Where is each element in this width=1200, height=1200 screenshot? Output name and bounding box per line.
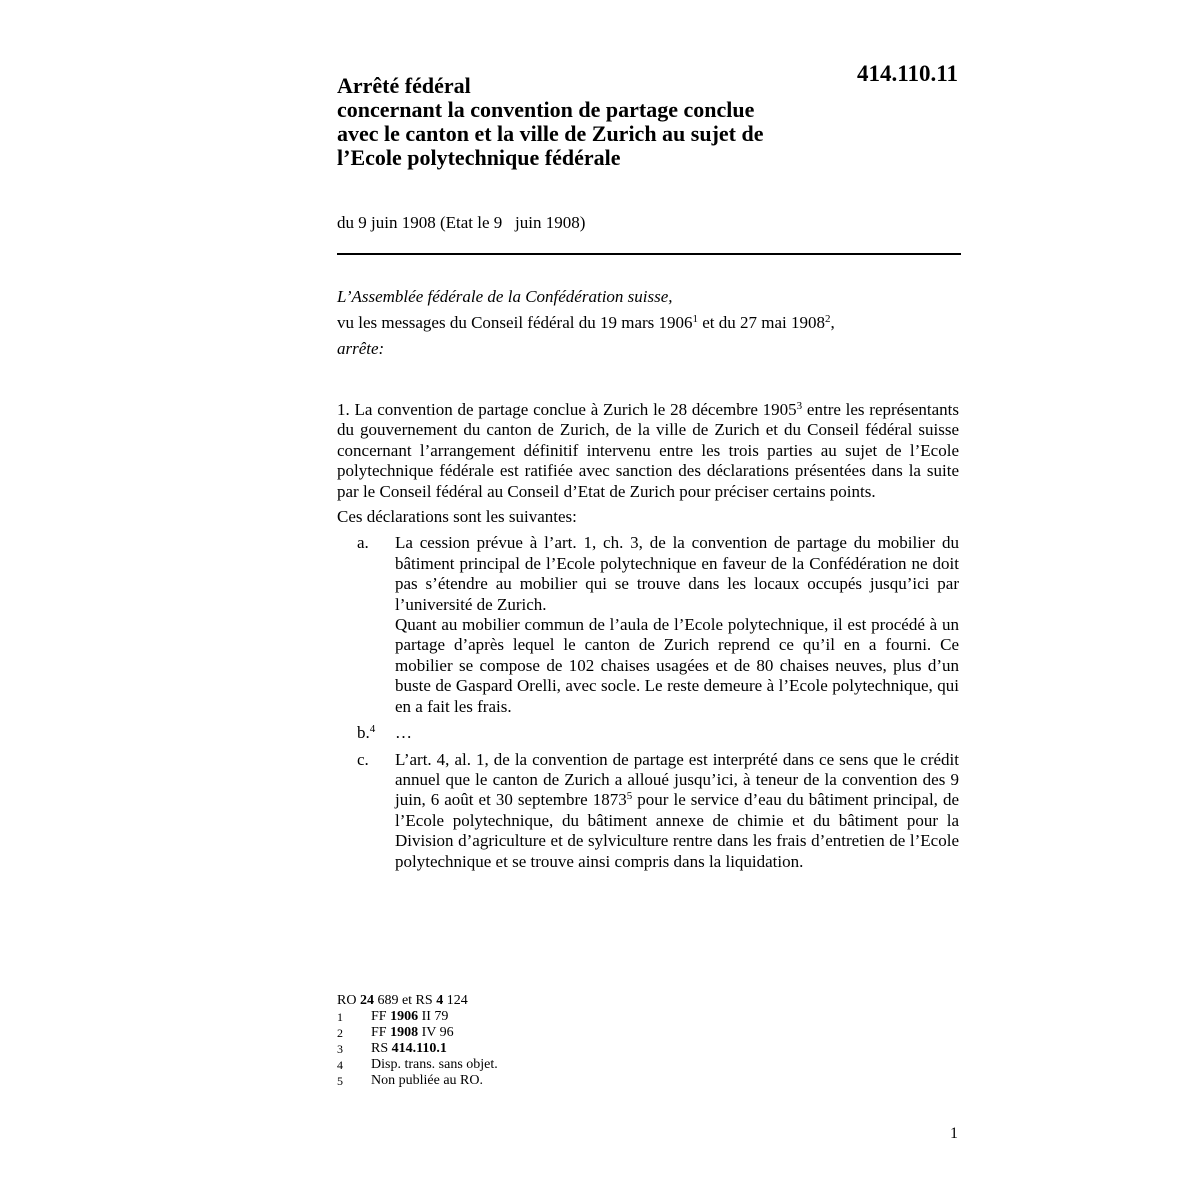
paragraph-1 <box>337 400 959 502</box>
footnote-ref[interactable]: 4 <box>369 723 376 736</box>
footnote-ref[interactable]: 5 <box>626 790 633 803</box>
footnote-3 <box>337 1041 737 1057</box>
preamble-text: vu les messages du Conseil fédéral du 19 mars 1906 <box>337 313 693 332</box>
list-marker-label: b. <box>357 723 370 743</box>
footnote-5 <box>337 1073 737 1089</box>
footnotes <box>337 993 737 1089</box>
title-line: Arrêté fédéral <box>337 73 471 98</box>
source-volume: 24 <box>359 993 374 1008</box>
footnote-text <box>371 1073 737 1089</box>
footnote-text-part: Disp. trans. sans objet. <box>371 1057 498 1072</box>
source-volume: 4 <box>436 993 444 1008</box>
list-item-a <box>337 533 959 717</box>
footnote-text-part: IV 96 <box>418 1025 454 1040</box>
title-line: concernant la convention de partage conclue <box>337 97 755 122</box>
paragraph-text: 1. La convention de partage conclue à Zurich le 28 décembre 1905 <box>337 400 797 419</box>
preamble-assembly: L’Assemblée fédérale de la Confédération suisse, <box>337 287 673 306</box>
footnote-number: 1 <box>337 1010 343 1024</box>
preamble-text: et du 27 mai 1908 <box>698 313 826 332</box>
preamble <box>337 284 961 362</box>
footnote-text <box>371 1009 737 1025</box>
footnote-number: 3 <box>337 1042 343 1056</box>
footnote-4 <box>337 1057 737 1073</box>
page-title <box>337 74 837 170</box>
preamble-messages <box>337 310 961 336</box>
list-text: Quant au mobilier commun de l’aula de l’Ecole polytechnique, il est procédé à un partage d’après lequel le canton de Zurich reprend ce qu’il en a fourni. Ce mobilier se compose de 102 chaises usagées et de 80 chaises neuves, plus d’un buste de Gaspard Orelli, avec socle. Le reste demeure à l’Ecole polytechnique, qui en a fait les frais. <box>395 615 959 716</box>
list-text: La cession prévue à l’art. 1, ch. 3, de la convention de partage du mobilier du bâtiment principal de l’Ecole polytechnique en faveur de la Confédération ne doit pas s’étendre au mobilier qui se trouve dans les locaux occupés jusqu’ici par l’université de Zurich. <box>395 533 959 614</box>
list-content <box>395 533 959 717</box>
footnote-text-bold: 1908 <box>390 1025 419 1040</box>
source-reference <box>337 993 737 1009</box>
footnote-text-part: Non publiée au RO. <box>371 1073 483 1088</box>
footnote-ref[interactable]: 2 <box>825 313 831 325</box>
footnote-number: 4 <box>337 1058 343 1072</box>
paragraph-2: Ces déclarations sont les suivantes: <box>337 507 577 527</box>
source-text: 689 et RS <box>373 993 437 1008</box>
list-text: pour le service d’eau du bâtiment principal, de l’Ecole polytechnique, du bâtiment annexe de chimie et du bâtiment pour la Division d’agriculture et de sylviculture rentre dans les frais d’entretien de l’Ecole polytechnique et se trouve ainsi compris dans la liquidation. <box>395 790 959 871</box>
list-content: … <box>395 723 412 743</box>
footnote-text <box>371 1057 737 1073</box>
footnote-text-part: FF <box>371 1009 391 1024</box>
footnote-text-part: II 79 <box>418 1009 449 1024</box>
footnote-text <box>371 1025 737 1041</box>
footnote-text-part: FF <box>371 1025 391 1040</box>
footnote-ref[interactable]: 1 <box>692 313 699 325</box>
date-line: du 9 juin 1908 (Etat le 9 juin 1908) <box>337 213 586 232</box>
list-marker: c. <box>357 749 369 769</box>
list-item-b <box>337 723 959 743</box>
footnote-number: 2 <box>337 1026 343 1040</box>
footnote-text <box>371 1041 737 1057</box>
list-content <box>395 750 959 872</box>
list-text: L’art. 4, al. 1, de la convention de partage est interprété dans ce sens que le crédit annuel que le canton de Zurich a alloué jusqu’ici, à teneur de la convention des 9 juin, 6 août et 30 septembre 1873 <box>395 749 959 810</box>
title-line: l’Ecole polytechnique fédérale <box>337 145 621 170</box>
footnote-1 <box>337 1009 737 1025</box>
source-text: 124 <box>443 993 468 1008</box>
sr-number: 414.110.11 <box>857 61 958 86</box>
paragraph-text: entre les représentants du gouvernement du canton de Zurich, de la ville de Zurich et du Conseil fédéral suisse concernant l’arrangement définitif intervenu entre les trois parties au sujet de l’Ecole polytechnique fédérale est ratifiée avec sanction des déclarations présentées dans la suite par le Conseil fédéral au Conseil d’Etat de Zurich pour préciser certains points. <box>337 400 959 501</box>
preamble-text: , <box>830 313 835 332</box>
title-line: avec le canton et la ville de Zurich au sujet de <box>337 121 764 146</box>
article-body <box>337 400 959 872</box>
list-marker <box>337 723 395 743</box>
footnote-text-bold: 1906 <box>390 1009 419 1024</box>
page-number: 1 <box>950 1125 958 1142</box>
preamble-decree: arrête: <box>337 339 385 358</box>
source-text: RO <box>337 993 360 1008</box>
footnote-text-part: RS <box>371 1041 392 1056</box>
footnote-2 <box>337 1025 737 1041</box>
list-item-c <box>337 750 959 872</box>
horizontal-rule <box>337 253 961 255</box>
list-marker: a. <box>357 533 369 553</box>
footnote-ref[interactable]: 3 <box>796 400 803 412</box>
footnote-text-bold: 414.110.1 <box>391 1041 447 1056</box>
footnote-number: 5 <box>337 1074 343 1088</box>
